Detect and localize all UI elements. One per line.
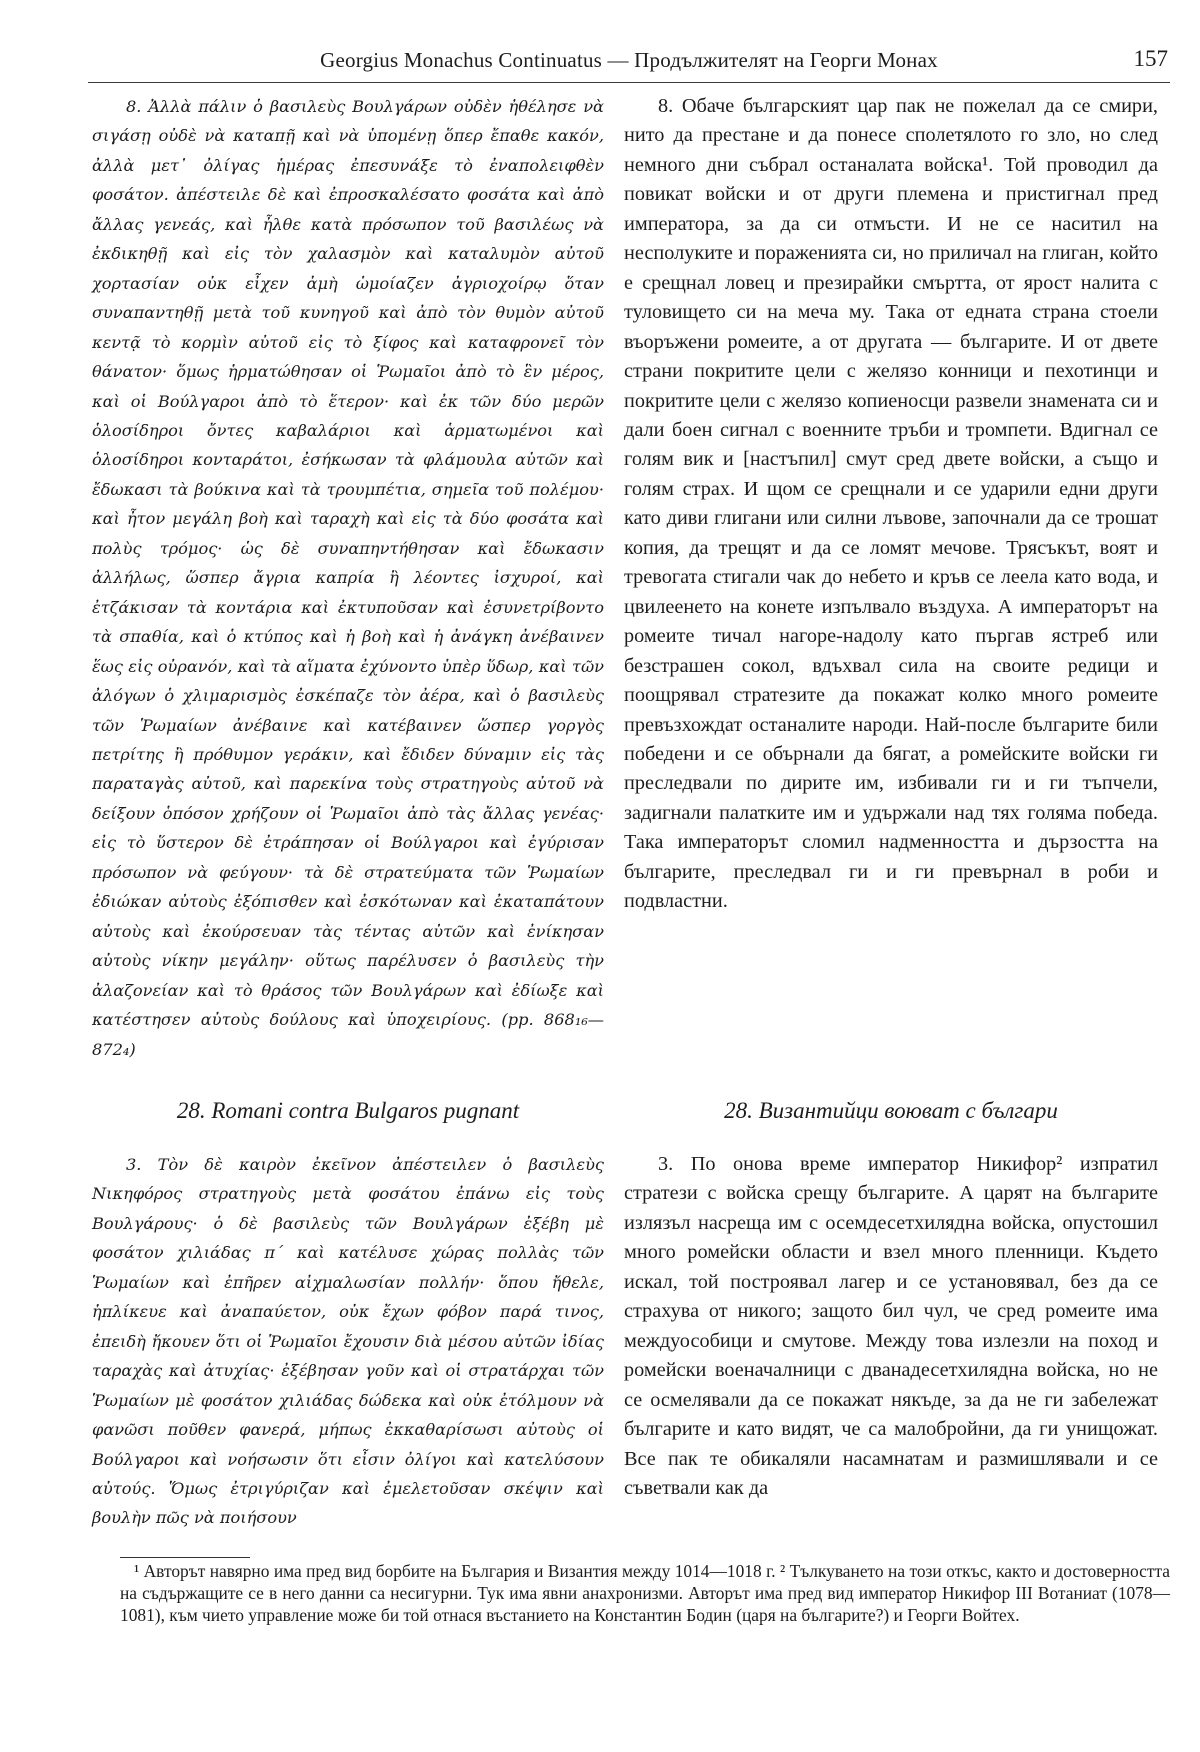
bulgarian-text-section-8 [624, 92, 1158, 1077]
greek-paragraph-3: 3. Τὸν δὲ καιρὸν ἐκεῖνον ἀπέστειλεν ὁ βασιλεὺς Νικηφόρος στρατηγοὺς μετὰ φοσάτου ἐπάνω εἰς τοὺς Βουλγάρους· ὁ δὲ βασιλεὺς τῶν Βουλγάρων ἐξέβη μὲ φοσάτον χιλιάδας π´ καὶ κατέλυσε χώρας πολλὰς τῶν Ῥωμαίων καὶ ἐπῆρεν αἰχμαλωσίαν πολλήν· ὅπου ἤθελε, ἡπλίκευε καὶ ἀναπαύετον, οὐκ ἔχων φόβον παρά τινος, ἐπειδὴ ἤκουεν ὅτι οἱ Ῥωμαῖοι ἔχουσιν διὰ μέσου αὐτῶν ἰδίας ταραχὰς καὶ ἀτυχίας· ἐξέβησαν γοῦν καὶ οἱ στρατάρχαι τῶν Ῥωμαίων μὲ φοσάτον χιλιάδας δώδεκα καὶ οὐκ ἐτόλμουν νὰ φανῶσι ποῦθεν φανερά, μήπως ἐκκαθαρίσωσι αὐτοὺς οἱ Βούλγαροι καὶ νοήσωσιν ὅτι εἶσιν ὀλίγοι καὶ κατελύσουν αὐτούς. Ὅμως ἐτριγύριζαν καὶ ἐμελετοῦσαν σκέψιν καὶ βουλὴν πῶς νὰ ποιήσουν [92, 1155, 604, 1528]
greek-text-section-8 [92, 92, 604, 1077]
bulgarian-paragraph-3: 3. По онова време император Никифор² изпратил стратези с войска срещу българите. А царят на българите излязъл насреща им с осемдесетхилядна войска, опустошил много ромейски области и взел много пленници. Където искал, той построявал лагер и се установявал, без да се страхува от никого; защото бил чул, че сред ромеите има междуособици и смутове. Между това излезли на поход и ромейски военачалници с дванадесетхилядна войска, но не се осмелявали да се покажат някъде, за да не ги забележат българите и като видят, че са малобройни, да ги унищожат. Все пак те обикаляли насамнатам и размишлявали и се съветвали как да [624, 1153, 1158, 1499]
bulgarian-text-section-3 [624, 1150, 1158, 1540]
bulgarian-section-heading: 28. Византийци воюват с българи [724, 1098, 1058, 1123]
greek-text-section-3 [92, 1150, 604, 1540]
footnotes [120, 1560, 1170, 1626]
latin-section-heading: 28. Romani contra Bulgaros pugnant [176, 1098, 520, 1123]
footnote-divider [120, 1557, 250, 1558]
running-title: Georgius Monachus Continuatus — Продължителят на Георги Монах [320, 48, 938, 72]
page-number: 157 [1133, 46, 1168, 71]
bulgarian-paragraph-8: 8. Обаче българският цар пак не пожелал да се смири, нито да престане и да понесе сполетялото го зло, но след немного дни събрал останалата войска¹. Той проводил да повикат войски и от други племена и пристигнал пред императора, за да си отмъсти. И не се наситил на несполуките и пораженията си, но приличал на глиган, който е срещнал ловец и презирайки смъртта, от ярост налита с туловището си на меча му. Така от едната страна стоели въоръжени ромеите, а от другата — българите. И от двете страни покритите цели с желязо конници и пехотинци и покритите цели с желязо копиеносци развели знамената си и дали боен сигнал с военните тръби и тромпети. Вдигнал се голям вик и [настъпил] смут сред двете войски, а също и голям страх. И щом се срещнали и се ударили едни други като диви глигани или силни лъвове, започнали да се трошат копия, да трещят и да се ломят мечове. Трясъкът, воят и тревогата стигали чак до небето и кръв се леела като вода, и цвилеенето на конете изпълвало въздуха. А императорът на ромеите тичал нагоре-надолу като пъргав ястреб или безстрашен сокол, вдъхвал сила на своите редици и поощрявал стратезите да покажат колко много ромеите превъзхождат останалите народи. Най-после българите били победени и се обърнали да бягат, а ромейските войски ги преследвали по дирите им, избивали ги и ги тъпчели, задигнали палатките им и удържали над тях голяма победа. Така императорът сломил надменността и дързостта на българите, преследвал ги и ги превърнал в роби и подвластни. [624, 95, 1158, 913]
footnote-text: ¹ Авторът навярно има пред вид борбите на България и Византия между 1014—1018 г. ² Тълкуването на този откъс, както и достоверността на съдържащите се в него данни са несигурни. Тук има явни анахронизми. Авторът има пред вид император Никифор III Вотаниат (1078—1081), към чието управление може би той отнася въстанието на Константин Бодин (царя на българите?) и Георги Войтех. [120, 1561, 1170, 1625]
greek-paragraph-8: 8. Ἀλλὰ πάλιν ὁ βασιλεὺς Βουλγάρων οὐδὲν ἠθέλησε νὰ σιγάσῃ οὐδὲ νὰ καταπῇ καὶ νὰ ὑπομένῃ ὅπερ ἔπαθε κακόν, ἀλλὰ μετ᾿ ὀλίγας ἡμέρας ἐπεσυνάξε τὸ ἐναπολειφθὲν φοσάτον. ἀπέστειλε δὲ καὶ ἐπροσκαλέσατο φοσάτα καὶ ἀπὸ ἄλλας γενεάς, καὶ ἦλθε κατὰ πρόσωπον τοῦ βασιλέως νὰ ἐκδικηθῇ καὶ εἰς τὸν χαλασμὸν καὶ καταλυμὸν αὐτοῦ χορτασίαν οὐκ εἶχεν ἀμὴ ὡμοίαζεν ἀγριοχοίρῳ ὅταν συναπαντηθῇ μετὰ τοῦ κυνηγοῦ καὶ ἀπὸ τὸν θυμὸν αὐτοῦ κεντᾷ τὸ κορμὶν αὐτοῦ εἰς τὸ ξίφος καὶ καταφρονεῖ τὸν θάνατον· ὅμως ἡρματώθησαν οἱ Ῥωμαῖοι ἀπὸ τὸ ἓν μέρος, καὶ οἱ Βούλγαροι ἀπὸ τὸ ἕτερον· καὶ ἐκ τῶν δύο μερῶν ὁλοσίδηροι ὄντες καβαλάριοι καὶ ἁρματωμένοι καὶ ὁλοσίδηροι κονταράτοι, ἐσήκωσαν τὰ φλάμουλα αὐτῶν καὶ ἔδωκασι τὰ βούκινα καὶ τὰ τρουμπέτια, σημεῖα τοῦ πολέμου· καὶ ἦτον μεγάλη βοὴ καὶ ταραχὴ καὶ εἰς τὰ δύο φοσάτα καὶ πολὺς τρόμος· ὡς δὲ συναπηντήθησαν καὶ ἔδωκασιν ἀλλήλως, ὥσπερ ἄγρια καπρία ἢ λέοντες ἰσχυροί, καὶ ἐτζάκισαν τὰ κοντάρια καὶ ἐκτυποῦσαν καὶ ἐσυνετρίβοντο τὰ σπαθία, καὶ ὁ κτύπος καὶ ἡ βοὴ καὶ ἡ ἀνάγκη ἀνέβαινεν ἕως εἰς οὐρανόν, καὶ τὰ αἵματα ἐχύνοντο ὑπὲρ ὕδωρ, καὶ τῶν ἀλόγων ὁ χλιμαρισμὸς ἐσκέπαζε τὸν ἀέρα, καὶ ὁ βασιλεὺς τῶν Ῥωμαίων ἀνέβαινε καὶ κατέβαινεν ὥσπερ γοργὸς πετρίτης ἢ πρόθυμον γεράκιν, καὶ ἔδιδεν δύναμιν εἰς τὰς παραταγὰς αὐτοῦ, καὶ παρεκίνα τοὺς στρατηγοὺς αὐτοῦ νὰ δείξουν ὁπόσον χρήζουν οἱ Ῥωμαῖοι ἀπὸ τὰς ἄλλας γενέας· εἰς τὸ ὕστερον δὲ ἐτράπησαν οἱ Βούλγαροι καὶ ἐγύρισαν πρόσωπον νὰ φεύγουν· τὰ δὲ στρατεύματα τῶν Ῥωμαίων ἐδιώκαν αὐτοὺς ἐξόπισθεν καὶ ἐσκότωναν καὶ ἐκαταπάτουν αὐτοὺς καὶ ἐκούρσευαν τὰς τέντας αὐτῶν καὶ ἐνίκησαν αὐτοὺς νίκην μεγάλην· οὕτως παρέλυσεν ὁ βασιλεὺς τὴν ἀλαζονείαν καὶ τὸ θράσος τῶν Βουλγάρων καὶ ἐδίωξε καὶ κατέστησεν αὐτοὺς δούλους καὶ ὑποχειρίους. (pp. 868₁₆—872₄) [92, 97, 604, 1059]
running-header [88, 46, 1170, 83]
